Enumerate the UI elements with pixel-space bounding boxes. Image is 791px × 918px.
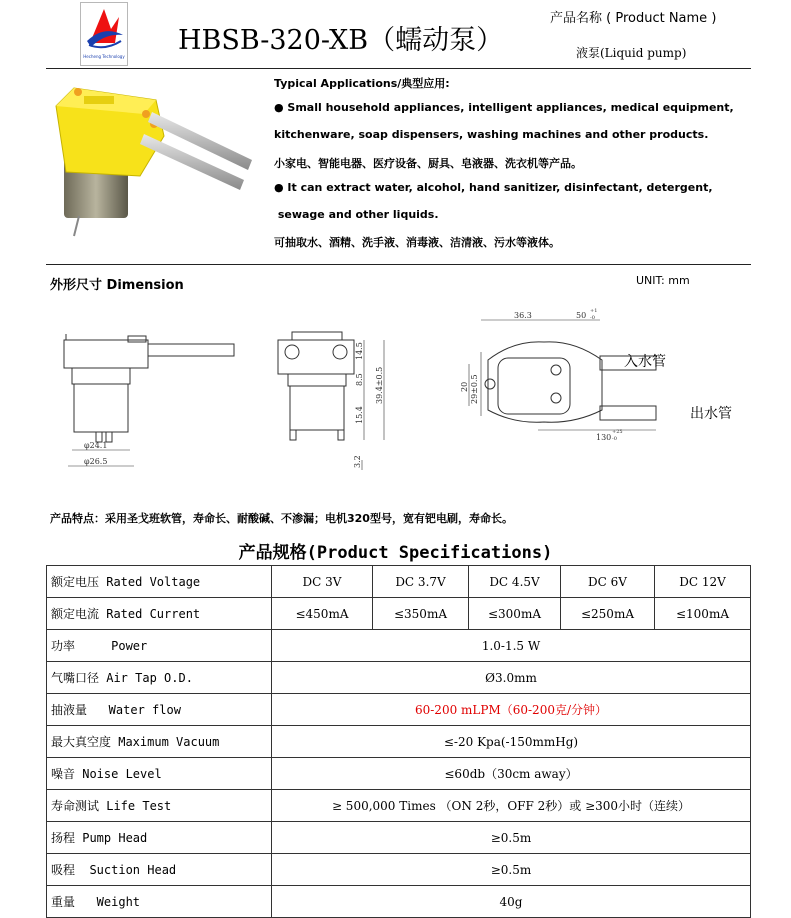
spec-value-air-tap: Ø3.0mm [272, 662, 751, 694]
current-value: ≤100mA [655, 598, 751, 630]
table-row [47, 598, 751, 630]
spec-value-weight: 40g [272, 886, 751, 918]
table-row [47, 886, 751, 918]
dim-label-h15: 15.4 [355, 406, 364, 424]
current-value: ≤450mA [272, 598, 373, 630]
current-value: ≤350mA [373, 598, 469, 630]
dimension-unit: UNIT: mm [636, 274, 690, 287]
inlet-label: 入水管 [624, 354, 666, 370]
dim-tol-w50-minus: -0 [590, 315, 595, 321]
dim-label-w36: 36.3 [514, 311, 532, 320]
spec-value-pump-head: ≥0.5m [272, 822, 751, 854]
spec-value-suction-head: ≥0.5m [272, 854, 751, 886]
spec-value-vacuum: ≤-20 Kpa(-150mmHg) [272, 726, 751, 758]
table-row [47, 630, 751, 662]
spec-label-pump-head: 扬程 Pump Head [47, 822, 272, 854]
voltage-value: DC 4.5V [469, 566, 561, 598]
dim-label-d24: φ24.1 [84, 441, 108, 450]
current-value: ≤300mA [469, 598, 561, 630]
spec-label-voltage: 额定电压 Rated Voltage [47, 566, 272, 598]
table-row [47, 790, 751, 822]
table-row [47, 822, 751, 854]
dimension-drawing [44, 300, 764, 480]
applications-title: Typical Applications/典型应用: [274, 77, 450, 90]
application-line-5: sewage and other liquids. [274, 208, 439, 221]
table-row [47, 854, 751, 886]
company-logo [80, 2, 128, 66]
dim-label-d26: φ26.5 [84, 457, 108, 466]
section-divider [46, 264, 751, 265]
table-row [47, 694, 751, 726]
dim-label-h20: 20 [460, 381, 469, 392]
table-row [47, 662, 751, 694]
current-value: ≤250mA [561, 598, 655, 630]
application-line-6: 可抽取水、酒精、洗手液、消毒液、洁清液、污水等液体。 [274, 236, 560, 249]
dimension-title: 外形尺寸 Dimension [50, 278, 184, 293]
spec-label-power: 功率 Power [47, 630, 272, 662]
dim-tol-w130-plus: +25 [612, 429, 623, 435]
pump-product-image [44, 76, 264, 246]
table-row [47, 566, 751, 598]
voltage-value: DC 6V [561, 566, 655, 598]
application-line-3: 小家电、智能电器、医疗设备、厨具、皂液器、洗衣机等产品。 [274, 157, 582, 170]
dim-label-h8: 8.5 [355, 373, 364, 386]
spec-value-power: 1.0-1.5 W [272, 630, 751, 662]
product-features: 产品特点：采用圣戈班软管，寿命长、耐酸碱、不渗漏；电机320型号，宽有钯电刷，寿命长。 [50, 512, 513, 525]
spec-value-life-test: ≥ 500,000 Times （ON 2秒，OFF 2秒）或 ≥300小时（连续） [272, 790, 751, 822]
spec-label-current: 额定电流 Rated Current [47, 598, 272, 630]
spec-label-air-tap: 气嘴口径 Air Tap O.D. [47, 662, 272, 694]
outlet-label: 出水管 [690, 406, 732, 422]
dim-label-w130: 130 [596, 433, 612, 442]
dim-label-h3: 3.2 [353, 455, 362, 468]
spec-label-life-test: 寿命测试 Life Test [47, 790, 272, 822]
table-row [47, 758, 751, 790]
spec-label-weight: 重量 Weight [47, 886, 272, 918]
spec-label-vacuum: 最大真空度 Maximum Vacuum [47, 726, 272, 758]
application-line-2: kitchenware, soap dispensers, washing machines and other products. [274, 128, 709, 141]
dim-label-h14: 14.5 [355, 342, 364, 360]
header-divider [46, 68, 751, 69]
spec-value-water-flow: 60-200 mLPM（60-200克/分钟） [272, 694, 751, 726]
table-row [47, 726, 751, 758]
specs-title: 产品规格(Product Specifications) [238, 543, 553, 563]
voltage-value: DC 3.7V [373, 566, 469, 598]
dim-label-h29: 29±0.5 [470, 374, 479, 404]
dim-tol-w130-minus: -0 [612, 436, 617, 442]
dim-tol-w50-plus: +1 [590, 308, 598, 314]
spec-value-noise: ≤60db（30cm away） [272, 758, 751, 790]
spec-label-water-flow: 抽液量 Water flow [47, 694, 272, 726]
dim-label-w50: 50 [576, 311, 587, 320]
voltage-value: DC 3V [272, 566, 373, 598]
application-line-1: ● Small household appliances, intelligent appliances, medical equipment, [274, 101, 734, 114]
specs-table [46, 565, 751, 918]
dim-label-h39: 39.4±0.5 [375, 366, 384, 404]
page-title: HBSB-320-XB（蠕动泵） [178, 25, 504, 56]
product-name-value: 液泵(Liquid pump) [576, 46, 687, 60]
spec-label-noise: 噪音 Noise Level [47, 758, 272, 790]
spec-label-suction-head: 吸程 Suction Head [47, 854, 272, 886]
application-line-4: ● It can extract water, alcohol, hand sanitizer, disinfectant, detergent, [274, 181, 713, 194]
logo-text: Hecheng Technology [83, 54, 125, 59]
product-name-label: 产品名称 ( Product Name ) [550, 11, 717, 26]
voltage-value: DC 12V [655, 566, 751, 598]
